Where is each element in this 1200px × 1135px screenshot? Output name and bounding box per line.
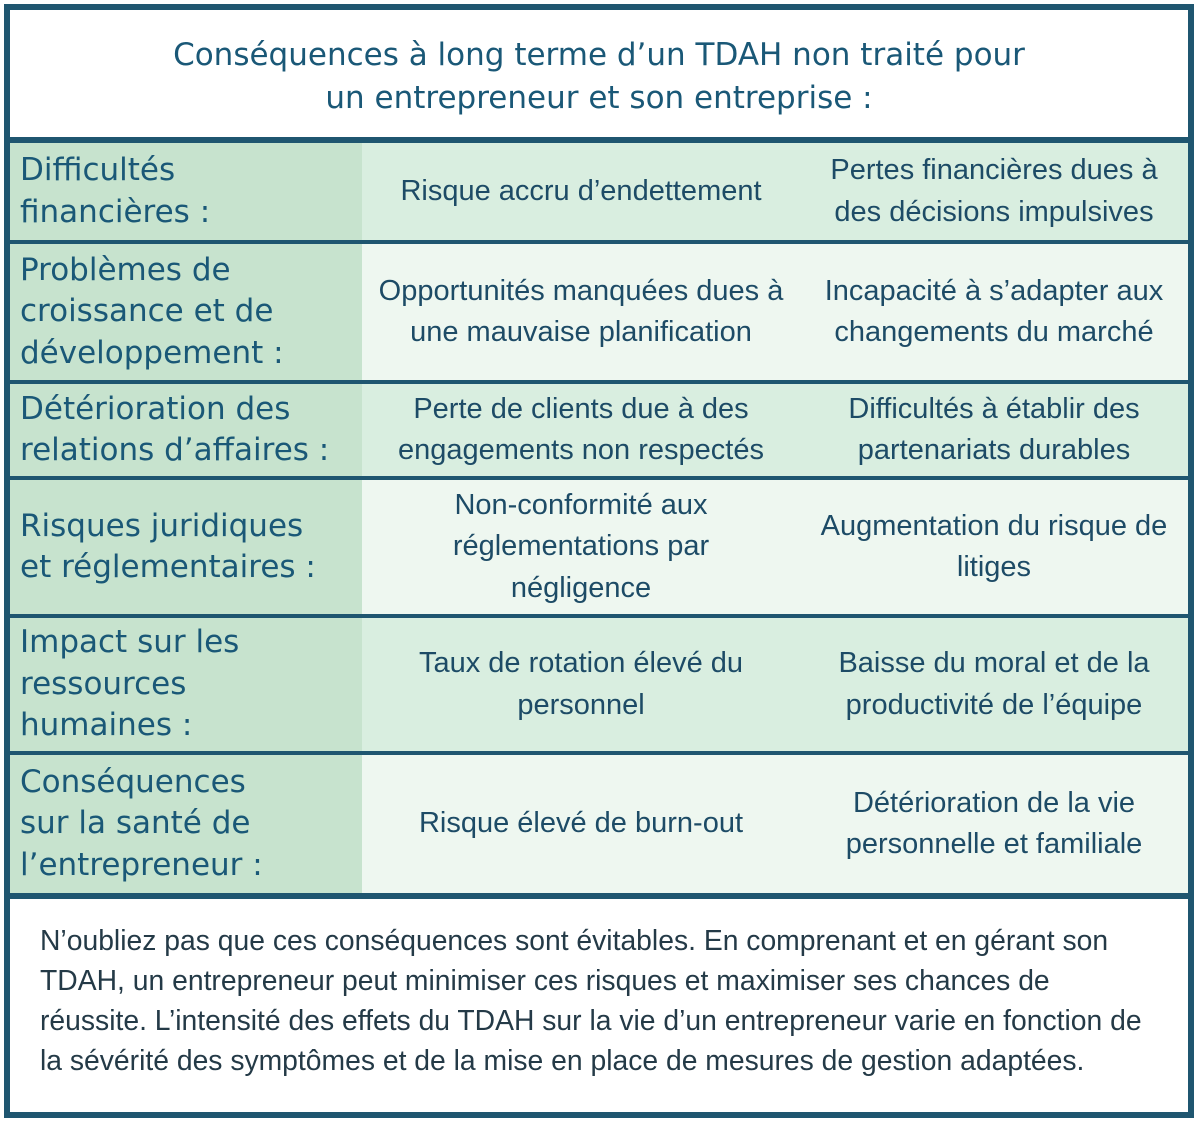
consequence-cell: Opportunités manquées dues à une mauvaise planification [362, 244, 800, 380]
category-label: Difficultés financières : [10, 143, 362, 240]
consequence-cell: Détérioration de la vie personnelle et familiale [800, 755, 1188, 893]
category-label: Problèmes de croissance et de développement : [10, 244, 362, 380]
table-row [10, 143, 1188, 240]
footer-note: N’oubliez pas que ces conséquences sont évitables. En comprenant et en gérant son TDAH, un entrepreneur peut minimiser ces risques et maximiser ses chances de réussite. L’intensité des effets du TDAH sur la vie d’un entrepreneur varie en fonction de la sévérité des symptômes et de la mise en place de mesures de gestion adaptées. [40, 924, 1142, 1076]
category-label: Impact sur les ressources humaines : [10, 618, 362, 751]
consequence-cell: Pertes financières dues à des décisions impulsives [800, 143, 1188, 240]
infographic-frame [4, 4, 1194, 1118]
category-label: Conséquences sur la santé de l’entrepreneur : [10, 755, 362, 893]
table-row [10, 384, 1188, 476]
consequence-cell: Augmentation du risque de litiges [800, 480, 1188, 614]
consequence-cell: Perte de clients due à des engagements non respectés [362, 384, 800, 476]
table-row [10, 618, 1188, 751]
category-label: Détérioration des relations d’affaires : [10, 384, 362, 476]
table-row [10, 755, 1188, 893]
table-row [10, 480, 1188, 614]
consequence-cell: Risque élevé de burn-out [362, 755, 800, 893]
category-label: Risques juridiques et réglementaires : [10, 480, 362, 614]
consequence-cell: Baisse du moral et de la productivité de l’équipe [800, 618, 1188, 751]
consequence-cell: Difficultés à établir des partenariats durables [800, 384, 1188, 476]
consequence-cell: Incapacité à s’adapter aux changements du marché [800, 244, 1188, 380]
table-row [10, 244, 1188, 380]
consequence-cell: Risque accru d’endettement [362, 143, 800, 240]
consequence-cell: Non-conformité aux réglementations par négligence [362, 480, 800, 614]
consequence-cell: Taux de rotation élevé du personnel [362, 618, 800, 751]
infographic-title: Conséquences à long terme d’un TDAH non traité pour un entrepreneur et son entreprise : [173, 37, 1025, 116]
